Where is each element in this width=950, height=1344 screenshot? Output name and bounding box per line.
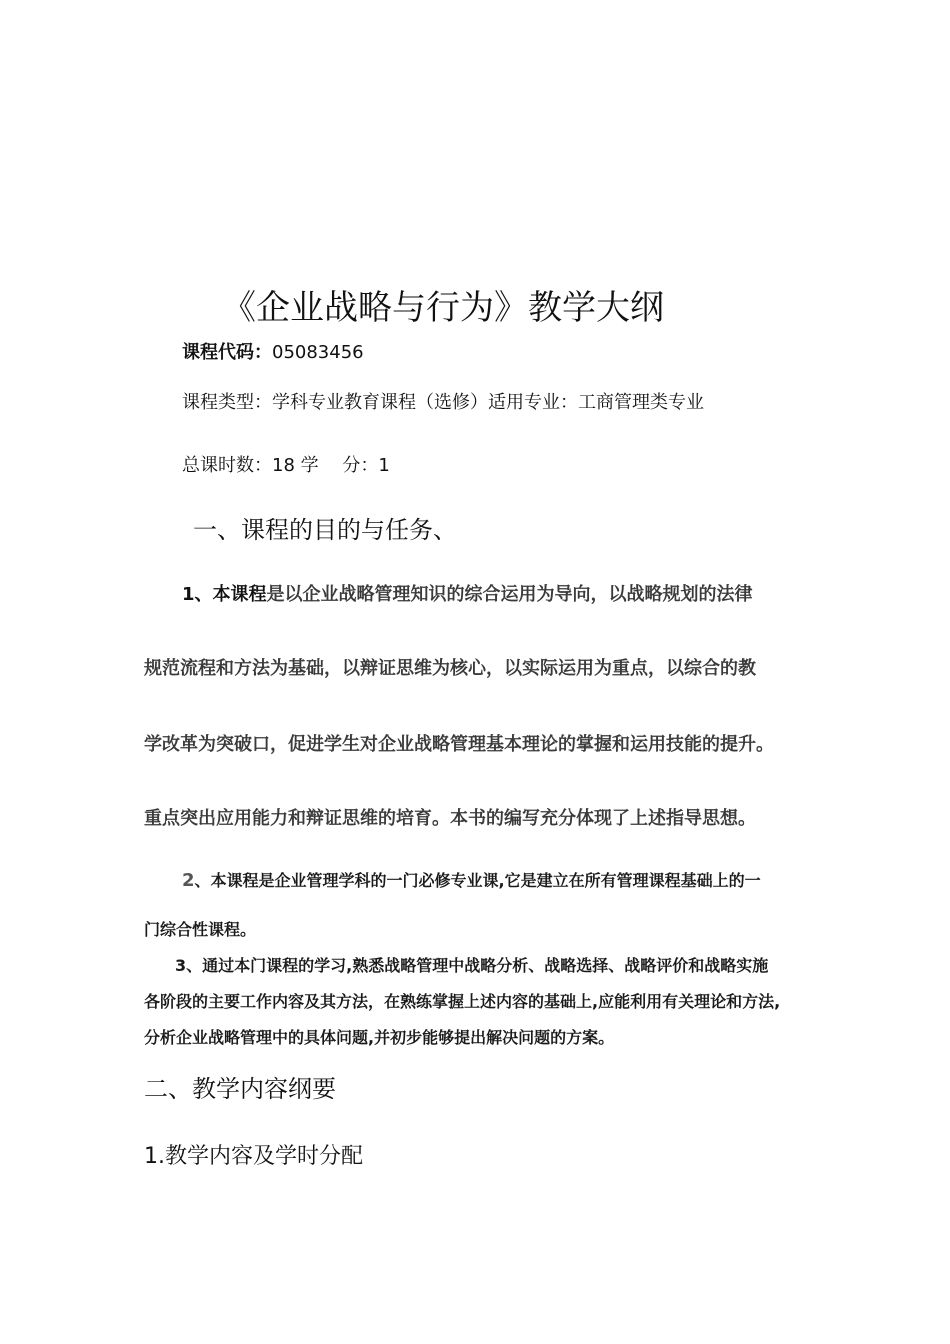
para1-line4: 重点突出应用能力和辩证思维的培育。本书的编写充分体现了上述指导思想。: [144, 808, 756, 829]
course-code: [182, 338, 364, 364]
section1-heading: 一、课程的目的与任务、: [193, 516, 457, 544]
para1-line3: 学改革为突破口，促进学生对企业战略管理基本理论的掌握和运用技能的提升。: [144, 734, 774, 755]
para3-line1: 3、通过本门课程的学习,熟悉战略管理中战略分析、战略选择、战略评价和战略实施: [175, 956, 769, 975]
para2-num: 2: [182, 870, 195, 891]
para1-lead: 1、本课程: [182, 584, 267, 605]
para3-line2: 各阶段的主要工作内容及其方法，在熟练掌握上述内容的基础上,应能利用有关理论和方法,: [144, 992, 781, 1011]
document-title: 《企业战略与行为》教学大纲: [222, 288, 664, 328]
para2-line1-text: 、本课程是企业管理学科的一门必修专业课,它是建立在所有管理课程基础上的一: [194, 871, 761, 890]
course-code-label: 课程代码：: [182, 342, 272, 363]
para2-line1: [182, 868, 761, 891]
para2-line2: 门综合性课程。: [144, 920, 257, 939]
course-code-value: 05083456: [272, 342, 364, 363]
para1-line1: [182, 580, 753, 606]
section2-heading: 二、教学内容纲要: [144, 1075, 336, 1103]
course-type-line: 课程类型：学科专业教育课程（选修）适用专业：工商管理类专业: [182, 392, 704, 413]
para3-line3: 分析企业战略管理中的具体问题,并初步能够提出解决问题的方案。: [144, 1028, 615, 1047]
hours-line: 总课时数：18 学 分：1: [182, 455, 390, 476]
para1-line1-text: 是以企业战略管理知识的综合运用为导向，以战略规划的法律: [266, 584, 753, 605]
section2-sub1: 1.教学内容及学时分配: [144, 1144, 363, 1169]
para1-line2: 规范流程和方法为基础，以辩证思维为核心，以实际运用为重点，以综合的教: [144, 658, 756, 679]
